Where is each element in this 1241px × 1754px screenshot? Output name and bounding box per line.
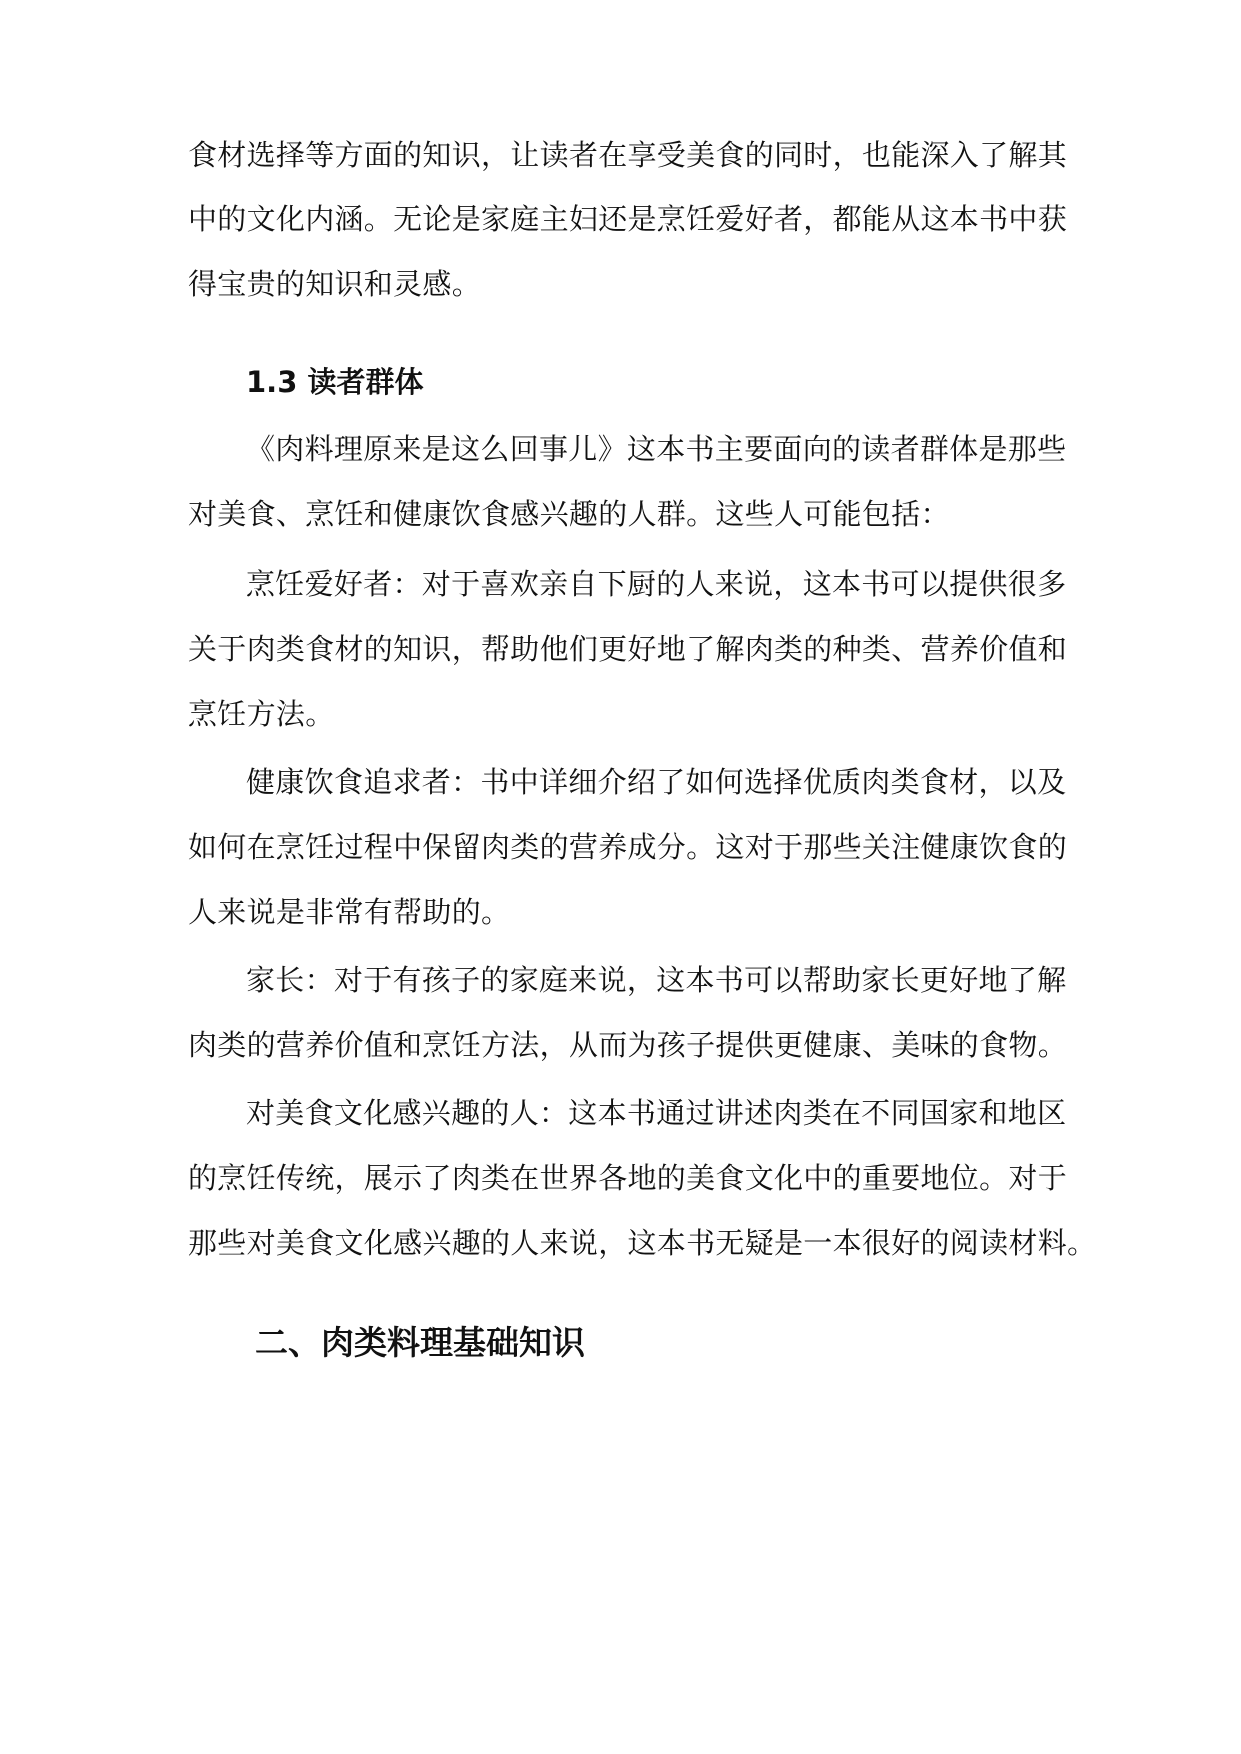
paragraph-line: 得宝贵的知识和灵感。	[188, 267, 482, 301]
paragraph-line: 食材选择等方面的知识，让读者在享受美食的同时，也能深入了解其	[188, 138, 1068, 172]
paragraph-line: 中的文化内涵。无论是家庭主妇还是烹饪爱好者，都能从这本书中获	[188, 202, 1068, 236]
paragraph-line: 的烹饪传统，展示了肉类在世界各地的美食文化中的重要地位。对于	[188, 1161, 1068, 1195]
chapter-heading-2: 二、肉类料理基础知识	[255, 1323, 585, 1362]
paragraph-line: 肉类的营养价值和烹饪方法，从而为孩子提供更健康、美味的食物。	[188, 1028, 1068, 1062]
paragraph-line: 关于肉类食材的知识，帮助他们更好地了解肉类的种类、营养价值和	[188, 632, 1068, 666]
paragraph-line: 烹饪爱好者：对于喜欢亲自下厨的人来说，这本书可以提供很多	[246, 567, 1067, 601]
paragraph-line: 《肉料理原来是这么回事儿》这本书主要面向的读者群体是那些	[246, 432, 1067, 466]
paragraph-line: 家长：对于有孩子的家庭来说，这本书可以帮助家长更好地了解	[246, 963, 1067, 997]
paragraph-line: 健康饮食追求者：书中详细介绍了如何选择优质肉类食材，以及	[246, 765, 1067, 799]
section-heading-1-3: 1.3 读者群体	[246, 365, 424, 399]
paragraph-line: 对美食文化感兴趣的人：这本书通过讲述肉类在不同国家和地区	[246, 1096, 1067, 1130]
paragraph-line: 人来说是非常有帮助的。	[188, 895, 511, 929]
paragraph-line: 那些对美食文化感兴趣的人来说，这本书无疑是一本很好的阅读材料。	[188, 1226, 1097, 1260]
paragraph-line: 对美食、烹饪和健康饮食感兴趣的人群。这些人可能包括：	[188, 497, 950, 531]
paragraph-line: 如何在烹饪过程中保留肉类的营养成分。这对于那些关注健康饮食的	[188, 830, 1068, 864]
paragraph-line: 烹饪方法。	[188, 697, 335, 731]
